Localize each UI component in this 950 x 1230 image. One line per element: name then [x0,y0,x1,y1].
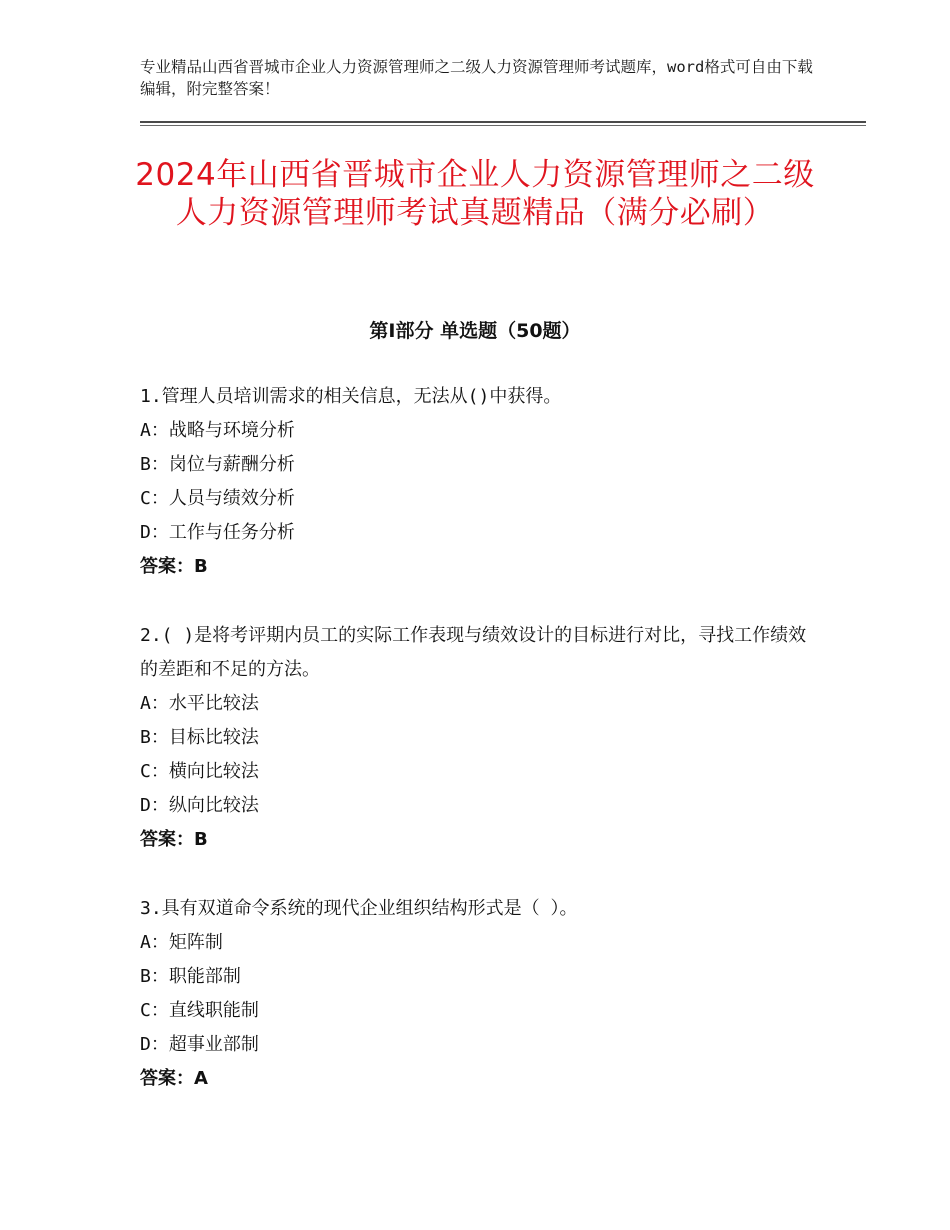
option-b: B：目标比较法 [140,727,259,748]
document-title: 2024年山西省晋城市企业人力资源管理师之二级人力资源管理师考试真题精品（满分必刷） [135,157,815,231]
option-a: A：矩阵制 [140,932,223,953]
option-d: D：纵向比较法 [140,795,259,816]
question-stem: 3.具有双道命令系统的现代企业组织结构形式是（ ）。 [140,898,578,919]
question-3 [140,892,820,1096]
option-d: D：超事业部制 [140,1034,259,1055]
option-b: B：职能部制 [140,966,241,987]
question-stem: 1.管理人员培训需求的相关信息，无法从()中获得。 [140,386,562,407]
option-a: A：水平比较法 [140,693,259,714]
option-c: C：人员与绩效分析 [140,488,295,509]
question-stem: 2.( )是将考评期内员工的实际工作表现与绩效设计的目标进行对比，寻找工作绩效的差距和不足的方法。 [140,625,807,680]
question-2 [140,619,820,857]
answer-label: 答案：B [140,556,208,577]
header-note: 专业精品山西省晋城市企业人力资源管理师之二级人力资源管理师考试题库，word格式可自由下载编辑，附完整答案！ [140,58,813,98]
option-c: C：直线职能制 [140,1000,259,1021]
header-divider-thick [140,121,866,123]
header-divider-thin [140,125,866,126]
section-heading: 第Ⅰ部分 单选题（50题） [369,320,581,342]
option-d: D：工作与任务分析 [140,522,295,543]
question-1 [140,380,820,584]
option-c: C：横向比较法 [140,761,259,782]
answer-label: 答案：B [140,829,208,850]
option-b: B：岗位与薪酬分析 [140,454,295,475]
answer-label: 答案：A [140,1068,208,1089]
option-a: A：战略与环境分析 [140,420,295,441]
